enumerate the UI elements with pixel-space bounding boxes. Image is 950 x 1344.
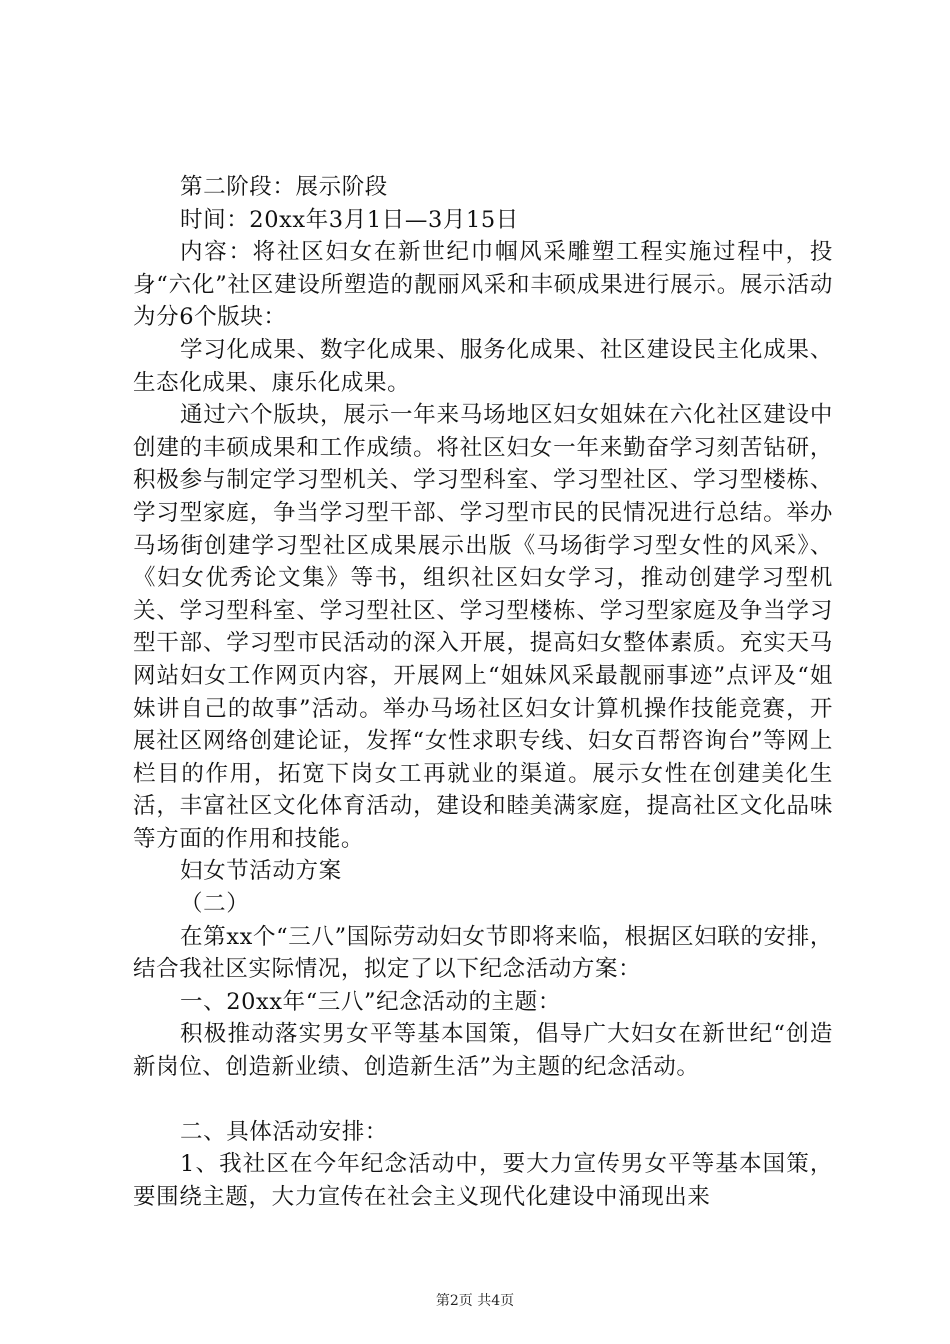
body-paragraph: 通过六个版块，展示一年来马场地区妇女姐妹在六化社区建设中创建的丰硕成果和工作成绩。将社区妇女一年来勤奋学习刻苦钻研，积极参与制定学习型机关、学习型科室、学习型社区、学习型楼栋、学习型家庭，争当学习型干部、学习型市民的民情况进行总结。举办马场街创建学习型社区成果展示出版《马场街学习型女性的风采》、《妇女优秀论文集》等书，组织社区妇女学习，推动创建学习型机关、学习型科室、学习型社区、学习型楼栋、学习型家庭及争当学习型干部、学习型市民活动的深入开展，提高妇女整体素质。充实天马网站妇女工作网页内容，开展网上“姐妹风采最靓丽事迹”点评及“姐妹讲自己的故事”活动。举办马场社区妇女计算机操作技能竞赛，开展社区网络创建论证，发挥“女性求职专线、妇女百帮咨询台”等网上栏目的作用，拓宽下岗女工再就业的渠道。展示女性在创建美化生活，丰富社区文化体育活动，建设和睦美满家庭，提高社区文化品味等方面的作用和技能。 — [133, 402, 833, 852]
activity-item-1: 1、我社区在今年纪念活动中，要大力宣传男女平等基本国策，要围绕主题，大力宣传在社会主义现代化建设中涌现出来 — [133, 1151, 833, 1210]
document-body — [133, 171, 833, 1213]
page-number-footer: 第2页 共4页 — [435, 1293, 515, 1309]
plan-title: 妇女节活动方案 — [180, 858, 342, 885]
stage-heading: 第二阶段：展示阶段 — [180, 174, 388, 200]
section-heading-activities: 二、具体活动安排： — [180, 1118, 388, 1145]
result-list: 学习化成果、数字化成果、服务化成果、社区建设民主化成果、生态化成果、康乐化成果。 — [133, 336, 833, 396]
paragraph-spacer — [133, 1084, 833, 1116]
plan-number: （二） — [180, 891, 250, 918]
stage-time: 时间：20xx年3月1日—3月15日 — [180, 206, 519, 233]
theme-paragraph: 积极推动落实男女平等基本国策，倡导广大妇女在新世纪“创造新岗位、创造新业绩、创造新生活”为主题的纪念活动。 — [133, 1021, 833, 1081]
plan-intro: 在第xx个“三八”国际劳动妇女节即将来临，根据区妇联的安排，结合我社区实际情况，拟定了以下纪念活动方案： — [133, 923, 833, 983]
stage-content: 内容：将社区妇女在新世纪巾帼风采雕塑工程实施过程中，投身“六化”社区建设所塑造的靓丽风采和丰硕成果进行展示。展示活动为分6个版块： — [133, 239, 833, 331]
section-heading-theme: 一、20xx年“三八”纪念活动的主题： — [180, 988, 561, 1015]
